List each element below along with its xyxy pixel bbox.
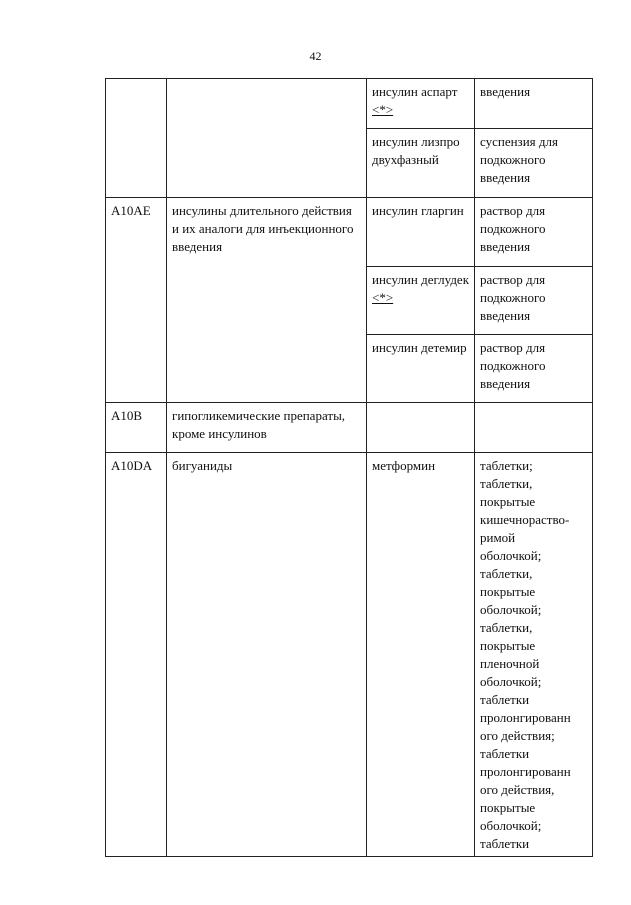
dosage-form-cell: введения (475, 79, 593, 129)
drug-name: инсулин аспарт (372, 84, 458, 99)
dosage-form-line: римой (480, 530, 516, 545)
drug-group-cell: гипогликемические препараты, кроме инсулинов (167, 403, 367, 453)
footnote-marker-link[interactable]: <*> (372, 102, 394, 117)
table-row (106, 453, 593, 857)
dosage-form-line: покрытые (480, 800, 536, 815)
dosage-form-line: оболочкой; (480, 548, 542, 563)
atc-code-cell: A10B (106, 403, 167, 453)
drug-name-cell (367, 267, 475, 335)
dosage-form-list (480, 457, 588, 853)
dosage-form-cell (475, 403, 593, 453)
drug-name-cell: инсулин детемир (367, 335, 475, 403)
dosage-form-line: таблетки, (480, 566, 533, 581)
drug-name-cell: инсулин лизпро двухфазный (367, 129, 475, 198)
dosage-form-line: пленочной (480, 656, 540, 671)
dosage-form-line: таблетки, (480, 620, 533, 635)
dosage-form-line: оболочкой; (480, 818, 542, 833)
dosage-form-line: пролонгированн (480, 764, 571, 779)
drug-name-cell: метформин (367, 453, 475, 857)
dosage-form-cell (475, 453, 593, 857)
footnote-marker-link[interactable]: <*> (372, 290, 394, 305)
dosage-form-line: ого действия, (480, 782, 555, 797)
dosage-form-line: таблетки; (480, 458, 533, 473)
atc-code-cell: A10AE (106, 198, 167, 403)
dosage-form-cell: раствор для подкожного введения (475, 335, 593, 403)
dosage-form-cell: раствор для подкожного введения (475, 198, 593, 267)
drug-name-cell: инсулин гларгин (367, 198, 475, 267)
dosage-form-line: ого действия; (480, 728, 555, 743)
atc-code-cell (106, 79, 167, 198)
dosage-form-line: пролонгированн (480, 710, 571, 725)
dosage-form-line: таблетки (480, 746, 530, 761)
drug-name-cell (367, 403, 475, 453)
drug-name: инсулин деглудек (372, 272, 470, 287)
table-row (106, 403, 593, 453)
atc-code-cell: A10DA (106, 453, 167, 857)
drug-group-cell: бигуаниды (167, 453, 367, 857)
dosage-form-cell: раствор для подкожного введения (475, 267, 593, 335)
page-number: 42 (309, 49, 322, 63)
table-row (106, 198, 593, 267)
dosage-form-line: покрытые (480, 494, 536, 509)
drug-group-cell: инсулины длительного действия и их аналоги для инъекционного введения (167, 198, 367, 403)
dosage-form-line: таблетки, (480, 476, 533, 491)
table-row (106, 79, 593, 129)
dosage-form-line: покрытые (480, 638, 536, 653)
dosage-form-line: кишечнораство- (480, 512, 570, 527)
drug-name-cell (367, 79, 475, 129)
dosage-form-line: оболочкой; (480, 674, 542, 689)
drug-group-cell (167, 79, 367, 198)
medication-table (105, 78, 593, 857)
dosage-form-line: оболочкой; (480, 602, 542, 617)
dosage-form-line: таблетки (480, 836, 530, 851)
dosage-form-line: покрытые (480, 584, 536, 599)
dosage-form-cell: суспензия для подкожного введения (475, 129, 593, 198)
dosage-form-line: таблетки (480, 692, 530, 707)
